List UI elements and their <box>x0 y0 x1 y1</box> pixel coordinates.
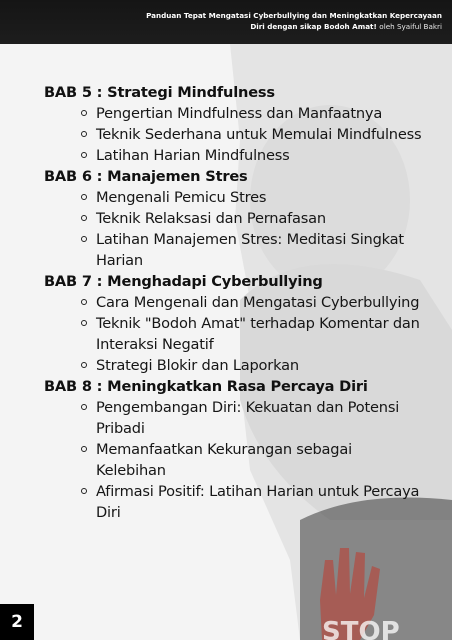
circle-bullet-icon <box>81 299 87 305</box>
chapter-heading: BAB 8 : Meningkatkan Rasa Percaya Diri <box>44 378 368 395</box>
page-number: 2 <box>11 612 23 632</box>
toc-item-label: Strategi Blokir dan Laporkan <box>96 357 299 374</box>
toc-item-label: Latihan Manajemen Stres: Meditasi Singkat Harian <box>96 231 404 269</box>
circle-bullet-icon <box>81 362 87 368</box>
chapter-items <box>44 292 424 376</box>
toc-item <box>96 313 424 355</box>
book-title: Panduan Tepat Mengatasi Cyberbullying dan Meningkatkan Kepercayaan Diri dengan sikap Bodoh Amat! <box>146 11 442 31</box>
toc-item-label: Teknik Sederhana untuk Memulai Mindfulness <box>96 126 422 143</box>
circle-bullet-icon <box>81 194 87 200</box>
toc-item-label: Teknik "Bodoh Amat" terhadap Komentar dan Interaksi Negatif <box>96 315 420 353</box>
toc-item-label: Pengembangan Diri: Kekuatan dan Potensi Pribadi <box>96 399 400 437</box>
chapter-items <box>44 103 424 166</box>
toc-item-label: Pengertian Mindfulness dan Manfaatnya <box>96 105 383 122</box>
toc-item-label: Latihan Harian Mindfulness <box>96 147 290 164</box>
chapter-items <box>44 397 424 523</box>
toc-item-label: Afirmasi Positif: Latihan Harian untuk Percaya Diri <box>96 483 420 521</box>
svg-text:STOP: STOP <box>322 617 400 640</box>
toc-item-label: Cara Mengenali dan Mengatasi Cyberbullying <box>96 294 420 311</box>
toc-item <box>96 103 424 124</box>
toc-item <box>96 292 424 313</box>
circle-bullet-icon <box>81 152 87 158</box>
toc-item <box>96 397 424 439</box>
circle-bullet-icon <box>81 131 87 137</box>
circle-bullet-icon <box>81 320 87 326</box>
circle-bullet-icon <box>81 404 87 410</box>
circle-bullet-icon <box>81 236 87 242</box>
circle-bullet-icon <box>81 488 87 494</box>
toc-item <box>96 124 424 145</box>
toc-item-label: Mengenali Pemicu Stres <box>96 189 267 206</box>
toc-item <box>96 481 424 523</box>
circle-bullet-icon <box>81 446 87 452</box>
chapter-items <box>44 187 424 271</box>
chapter-heading: BAB 5 : Strategi Mindfulness <box>44 84 275 101</box>
book-author: oleh Syaiful Bakri <box>379 22 442 31</box>
toc-item <box>96 229 424 271</box>
circle-bullet-icon <box>81 110 87 116</box>
toc-item <box>96 208 424 229</box>
header-text <box>142 10 442 32</box>
chapter-heading: BAB 6 : Manajemen Stres <box>44 168 248 185</box>
table-of-contents <box>44 82 424 523</box>
toc-item <box>96 355 424 376</box>
toc-item <box>96 145 424 166</box>
circle-bullet-icon <box>81 215 87 221</box>
header-bar <box>0 0 452 44</box>
chapter-heading: BAB 7 : Menghadapi Cyberbullying <box>44 273 323 290</box>
toc-item-label: Memanfaatkan Kekurangan sebagai Kelebihan <box>96 441 352 479</box>
toc-item <box>96 187 424 208</box>
toc-item-label: Teknik Relaksasi dan Pernafasan <box>96 210 326 227</box>
toc-item <box>96 439 424 481</box>
page-number-box <box>0 604 34 640</box>
